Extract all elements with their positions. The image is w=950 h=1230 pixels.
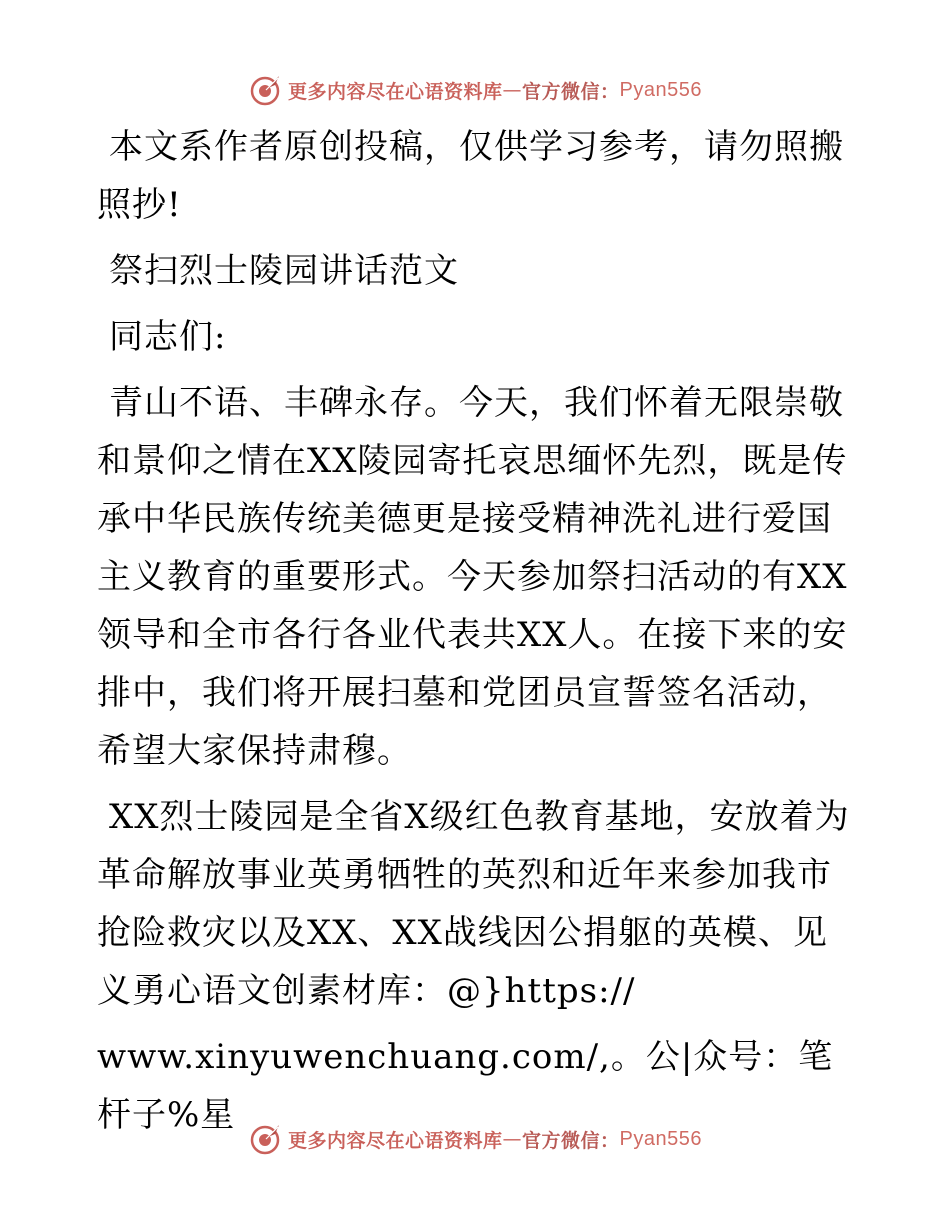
paragraph-1: 青山不语、丰碑永存。今天，我们怀着无限崇敬和景仰之情在XX陵园寄托哀思缅怀先烈，既是传承中华民族传统美德更是接受精神洗礼进行爱国主义教育的重要形式。今天参加祭扫活动的有XX领导和全市各行各业代表共XX人。在接下来的安排中，我们将开展扫墓和党团员宣誓签名活动，希望大家保持肃穆。: [97, 383, 848, 771]
footer-wechat-label: 官方微信：: [522, 1129, 620, 1152]
document-body: [97, 118, 857, 1152]
banner-brand-text: 更多内容尽在心语资料库: [288, 80, 503, 103]
banner-wechat-label: 官方微信：: [522, 80, 620, 103]
document-title: 祭扫烈士陵园讲话范文: [109, 251, 459, 291]
quill-pen-logo-icon: [248, 1122, 282, 1156]
footer-brand-text: 更多内容尽在心语资料库: [288, 1129, 503, 1152]
paragraph-2: XX烈士陵园是全省X级红色教育基地，安放着为革命解放事业英勇牺牲的英烈和近年来参加我市抢险救灾以及XX、XX战线因公捐躯的英模、见义勇心语文创素材库：@}https://: [97, 797, 850, 1011]
paragraph-3: www.xinyuwenchuang.com/,。公|众号：笔杆子%星: [97, 1037, 834, 1135]
banner-dash: —: [502, 79, 523, 101]
header-banner: [0, 70, 950, 110]
greeting: 同志们:: [109, 317, 227, 357]
footer-banner: [0, 1119, 950, 1159]
banner-wechat-id: Pyan556: [619, 78, 702, 101]
quill-pen-logo-icon: [248, 73, 282, 107]
footer-dash: —: [502, 1128, 523, 1150]
copyright-notice: 本文系作者原创投稿，仅供学习参考，请勿照搬照抄!: [97, 127, 844, 225]
footer-wechat-id: Pyan556: [619, 1127, 702, 1150]
